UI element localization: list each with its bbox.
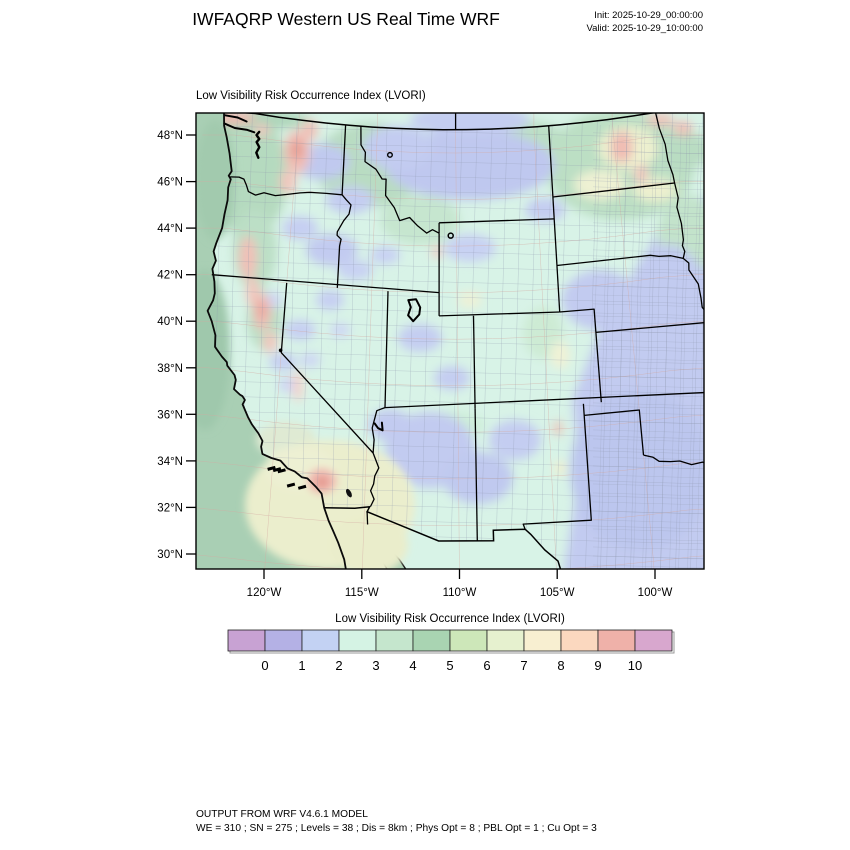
colorbar-tick-3: 3 bbox=[372, 658, 380, 673]
lon-label-1: 115°W bbox=[344, 587, 379, 599]
colorbar-cell-9 bbox=[561, 630, 598, 651]
colorbar-cell-11 bbox=[635, 630, 672, 651]
lon-label-2: 110°W bbox=[442, 587, 477, 599]
colorbar-cell-0 bbox=[228, 630, 265, 651]
init-timestamp: Init: 2025-10-29_00:00:00 bbox=[594, 10, 703, 21]
colorbar-tick-7: 7 bbox=[520, 658, 528, 673]
state-border bbox=[367, 512, 368, 525]
footer-model-line: OUTPUT FROM WRF V4.6.1 MODEL bbox=[196, 809, 368, 820]
lat-label-0: 48°N bbox=[157, 130, 183, 142]
colorbar bbox=[228, 613, 674, 673]
county-dense-plains bbox=[593, 125, 705, 570]
lon-axis bbox=[247, 569, 673, 599]
lat-label-4: 40°N bbox=[157, 316, 183, 329]
colorbar-cell-4 bbox=[376, 630, 413, 651]
lon-label-0: 120°W bbox=[246, 587, 282, 599]
valid-timestamp: Valid: 2025-10-29_10:00:00 bbox=[586, 23, 703, 34]
lat-label-1: 46°N bbox=[157, 176, 183, 189]
colorbar-cell-2 bbox=[302, 630, 339, 651]
colorbar-tick-4: 4 bbox=[409, 658, 417, 673]
colorbar-cell-8 bbox=[524, 630, 561, 651]
colorbar-title: Low Visibility Risk Occurrence Index (LVORI) bbox=[335, 613, 565, 625]
map-title: Low Visibility Risk Occurrence Index (LVORI) bbox=[196, 90, 426, 102]
county-lines-dense bbox=[593, 125, 705, 570]
lat-axis bbox=[157, 130, 196, 561]
lat-label-6: 36°N bbox=[157, 409, 183, 422]
colorbar-tick-0: 0 bbox=[261, 658, 269, 673]
lat-label-8: 32°N bbox=[157, 502, 183, 515]
colorbar-tick-10: 10 bbox=[627, 658, 643, 673]
colorbar-cell-10 bbox=[598, 630, 635, 651]
colorbar-cell-5 bbox=[413, 630, 450, 651]
map-canvas bbox=[149, 95, 770, 596]
colorbar-tick-5: 5 bbox=[446, 658, 454, 673]
footer-config-line: WE = 310 ; SN = 275 ; Levels = 38 ; Dis = 8km ; Phys Opt = 8 ; PBL Opt = 1 ; Cu Opt = 3 bbox=[196, 823, 597, 834]
colorbar-cell-1 bbox=[265, 630, 302, 651]
lat-label-9: 30°N bbox=[157, 549, 183, 561]
lat-label-2: 44°N bbox=[157, 223, 183, 236]
colorbar-cell-3 bbox=[339, 630, 376, 651]
lat-label-3: 42°N bbox=[157, 269, 183, 282]
lon-label-4: 100°W bbox=[637, 587, 673, 599]
colorbar-tick-6: 6 bbox=[483, 658, 491, 673]
colorbar-tick-9: 9 bbox=[594, 658, 602, 673]
page-title: IWFAQRP Western US Real Time WRF bbox=[192, 9, 500, 29]
colorbar-cell-7 bbox=[487, 630, 524, 651]
lat-label-5: 38°N bbox=[157, 362, 183, 375]
colorbar-tick-2: 2 bbox=[335, 658, 343, 673]
colorbar-tick-8: 8 bbox=[557, 658, 565, 673]
lat-label-7: 34°N bbox=[157, 455, 183, 468]
colorbar-tick-1: 1 bbox=[298, 658, 306, 673]
colorbar-cell-6 bbox=[450, 630, 487, 651]
lon-label-3: 105°W bbox=[539, 587, 575, 599]
